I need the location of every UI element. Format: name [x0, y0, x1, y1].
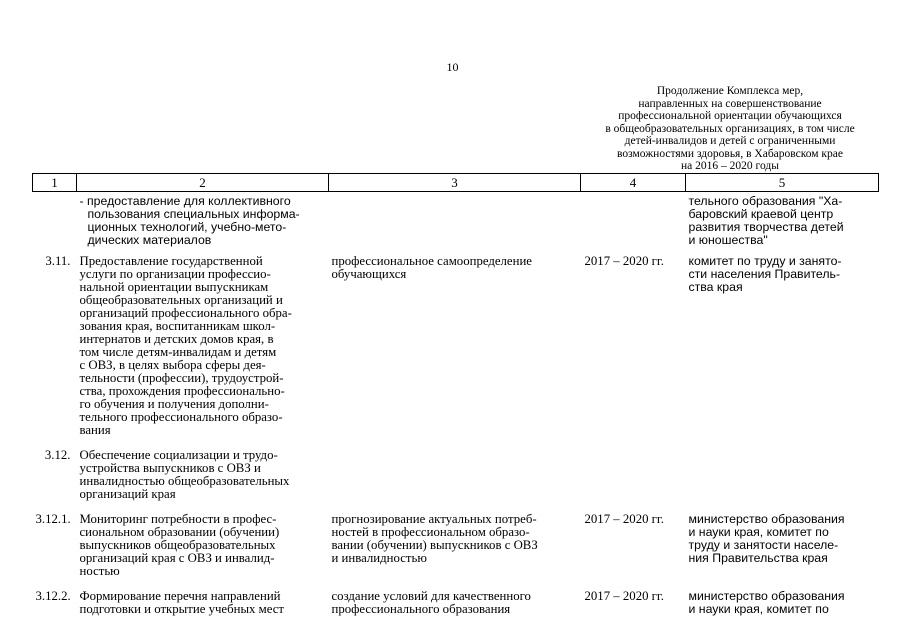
- executor-line: комитет по труду и занято-: [688, 254, 842, 268]
- measure-cell: [77, 255, 329, 449]
- measure-line: общеобразовательных организаций и: [79, 293, 283, 307]
- column-header: 2: [77, 174, 329, 192]
- term-cell: 2017 – 2020 гг.: [584, 254, 664, 268]
- executor-line: и науки края, комитет по: [688, 525, 829, 539]
- measure-line: пользования специальных информа-: [87, 207, 300, 221]
- result-line: профессионального образования: [331, 602, 511, 616]
- page-number: 10: [446, 60, 459, 74]
- result-line: прогнозирование актуальных потреб-: [331, 512, 537, 526]
- item-number: 3.11.: [45, 254, 71, 268]
- table-row: [33, 255, 879, 449]
- continuation-title: [585, 85, 875, 173]
- term-cell: 2017 – 2020 гг.: [584, 589, 664, 603]
- executor-cell: [686, 590, 879, 616]
- measure-line: го обучения и получения дополни-: [79, 397, 269, 411]
- measure-line: сиональном образовании (обучении): [79, 525, 280, 539]
- result-cell: [329, 513, 581, 590]
- column-header: 3: [329, 174, 581, 192]
- result-cell: [329, 590, 581, 616]
- measure-cell: [77, 513, 329, 590]
- continuation-line: на 2016 – 2020 годы: [681, 160, 779, 172]
- measure-line: ционных технологий, учебно-мето-: [87, 220, 287, 234]
- measure-line: нальной ориентации выпускникам: [79, 280, 269, 294]
- table-row: [33, 513, 879, 590]
- result-line: обучающихся: [331, 267, 407, 281]
- column-header: 1: [33, 174, 77, 192]
- executor-line: развития творчества детей: [688, 220, 844, 234]
- measure-line: Предоставление государственной: [79, 254, 263, 268]
- continuation-line: профессиональной ориентации обучающихся: [618, 110, 842, 122]
- executor-cell: [686, 449, 879, 513]
- executor-cell: [686, 513, 879, 590]
- term-cell: 2017 – 2020 гг.: [584, 512, 664, 526]
- term-cell: [581, 192, 686, 256]
- executor-line: тельного образования "Ха-: [688, 194, 843, 208]
- executor-line: и науки края, комитет по: [688, 602, 829, 616]
- measure-line: ства, прохождения профессионально-: [79, 384, 285, 398]
- item-number: 3.12.1.: [35, 512, 71, 526]
- continuation-line: направленных на совершенствование: [638, 97, 822, 110]
- result-cell: [329, 192, 581, 256]
- continuation-line: детей-инвалидов и детей с ограниченными: [624, 135, 836, 147]
- measure-line: выпускников общеобразовательных: [79, 538, 276, 552]
- table-row: [33, 192, 879, 256]
- executor-line: министерство образования: [688, 512, 845, 526]
- table-header-row: [33, 174, 879, 192]
- measure-line: организаций края: [79, 487, 176, 501]
- executor-cell: [686, 255, 879, 449]
- executor-line: баровский краевой центр: [688, 207, 834, 221]
- measure-line: ностью: [79, 564, 120, 578]
- measure-line: том числе детям-инвалидам и детям: [79, 345, 277, 359]
- measure-line: устройства выпускников с ОВЗ и: [79, 461, 261, 475]
- measure-line: инвалидностью общеобразовательных: [79, 474, 290, 488]
- continuation-line: возможностями здоровья, в Хабаровском крае: [617, 147, 843, 160]
- result-line: вании (обучении) выпускников с ОВЗ: [331, 538, 538, 552]
- measure-line: Обеспечение социализации и трудо-: [79, 448, 278, 462]
- measure-line: зования края, воспитанникам школ-: [79, 319, 276, 333]
- item-number: 3.12.: [44, 448, 71, 462]
- measure-line: тельного профессионального образо-: [79, 410, 283, 424]
- item-number: 3.12.2.: [35, 589, 71, 603]
- executor-line: министерство образования: [688, 589, 845, 603]
- term-cell: [581, 449, 686, 513]
- executor-line: сти населения Правитель-: [688, 267, 841, 281]
- column-header: 4: [581, 174, 686, 192]
- result-line: ностей в профессиональном образо-: [331, 525, 530, 539]
- measure-line: интернатов и детских домов края, в: [79, 332, 274, 346]
- measure-line: Формирование перечня направлений: [79, 589, 281, 603]
- executor-line: ния Правительства края: [688, 551, 828, 565]
- measure-line: с ОВЗ, в целях выбора сферы дея-: [79, 358, 266, 372]
- table-row: [33, 590, 879, 616]
- result-line: профессиональное самоопределение: [331, 254, 532, 268]
- measure-line: организаций профессионального обра-: [79, 306, 292, 320]
- measure-line: - предоставление для коллективного: [79, 194, 291, 208]
- item-number: [33, 192, 77, 256]
- measure-line: тельности (профессии), трудоустрой-: [79, 371, 284, 385]
- executor-line: труду и занятости населе-: [688, 538, 839, 552]
- measure-line: организаций края с ОВЗ и инвалид-: [79, 551, 275, 565]
- executor-cell: [686, 192, 879, 256]
- measure-cell: [77, 590, 329, 616]
- result-cell: [329, 255, 581, 449]
- result-line: создание условий для качественного: [331, 589, 531, 603]
- measure-line: дических материалов: [87, 233, 212, 247]
- measure-cell: [77, 192, 329, 256]
- measure-line: подготовки и открытие учебных мест: [79, 602, 285, 616]
- column-header: 5: [686, 174, 879, 192]
- measure-line: вания: [79, 423, 111, 437]
- measure-line: Мониторинг потребности в профес-: [79, 512, 277, 526]
- continuation-line: Продолжение Комплекса мер,: [656, 85, 804, 97]
- table-row: [33, 449, 879, 513]
- executor-line: ства края: [688, 280, 743, 294]
- result-cell: [329, 449, 581, 513]
- result-line: и инвалидностью: [331, 551, 427, 565]
- continuation-line: в общеобразовательных организациях, в том числе: [605, 122, 855, 135]
- executor-line: и юношества": [688, 233, 768, 247]
- measure-cell: [77, 449, 329, 513]
- measure-line: услуги по организации профессио-: [79, 267, 271, 281]
- measures-table: [32, 173, 879, 616]
